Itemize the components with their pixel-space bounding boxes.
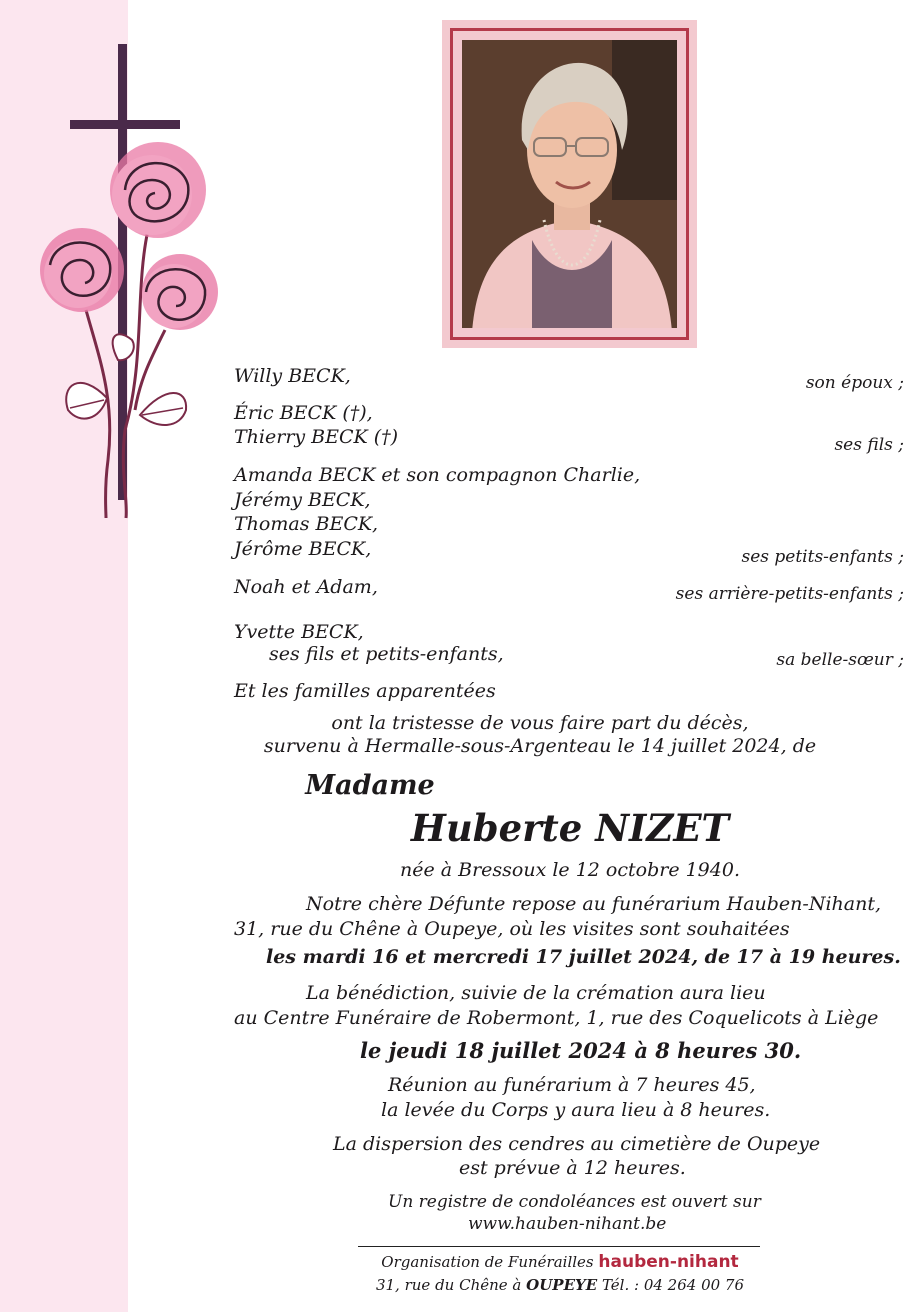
footer-street: 31, rue du Chêne à (375, 1276, 522, 1294)
cross-roses-illustration (0, 30, 230, 530)
family-name-line: Noah et Adam, (234, 576, 378, 598)
family-name-line: Yvette BECK, (234, 621, 364, 643)
portrait-photo (462, 40, 677, 328)
footer-address (350, 1276, 770, 1294)
visits-line: les mardi 16 et mercredi 17 juillet 2024, de 17 à 19 heures. (266, 946, 901, 968)
blessing-line: au Centre Funéraire de Robermont, 1, rue des Coquelicots à Liège (234, 1007, 879, 1029)
ceremony-date: le jeudi 18 juillet 2024 à 8 heures 30. (360, 1038, 802, 1063)
meeting-line: la levée du Corps y aura lieu à 8 heures. (381, 1099, 771, 1121)
footer-org (350, 1252, 770, 1272)
register-url[interactable]: www.hauben-nihant.be (468, 1214, 667, 1234)
birth-line: née à Bressoux le 12 octobre 1940. (399, 859, 740, 881)
rose-icon-top (110, 142, 206, 238)
family-name-line: ses fils et petits-enfants, (269, 643, 504, 665)
announce-line: ont la tristesse de vous faire part du décès, (331, 712, 749, 734)
family-relation: ses petits-enfants ; (741, 547, 904, 567)
footer-org-label: Organisation de Funérailles (381, 1253, 594, 1271)
rest-line: 31, rue du Chêne à Oupeye, où les visites sont souhaitées (234, 918, 790, 940)
rose-icon-right (142, 254, 218, 330)
footer-town: OUPEYE (526, 1276, 598, 1294)
family-name-line: Thierry BECK (†) (234, 426, 399, 448)
family-name-line: Amanda BECK et son compagnon Charlie, (234, 464, 641, 486)
family-name-line: Thomas BECK, (234, 513, 379, 535)
announce-line: survenu à Hermalle-sous-Argenteau le 14 juillet 2024, de (263, 735, 817, 757)
brand-logo: hauben-nihant (598, 1252, 739, 1272)
ashes-line: La dispersion des cendres au cimetière de Oupeye (333, 1133, 821, 1155)
portrait-frame (442, 20, 697, 348)
family-name-line: Éric BECK (†), (234, 402, 373, 424)
family-name-line: Et les familles apparentées (234, 680, 496, 702)
family-name-line: Willy BECK, (234, 365, 351, 387)
footer-phone: Tél. : 04 264 00 76 (601, 1276, 745, 1294)
ashes-line: est prévue à 12 heures. (459, 1157, 686, 1179)
footer-divider (358, 1246, 760, 1247)
family-relation: ses arrière-petits-enfants ; (675, 584, 904, 604)
family-name-line: Jérôme BECK, (234, 538, 372, 560)
deceased-title: Madame (305, 770, 435, 801)
deceased-name: Huberte NIZET (410, 806, 730, 850)
family-name-line: Jérémy BECK, (234, 489, 371, 511)
rest-line: Notre chère Défunte repose au funérarium Hauben-Nihant, (306, 893, 882, 915)
family-relation: ses fils ; (834, 435, 904, 455)
blessing-line: La bénédiction, suivie de la crémation aura lieu (306, 982, 766, 1004)
family-relation: sa belle-sœur ; (776, 650, 904, 670)
meeting-line: Réunion au funérarium à 7 heures 45, (388, 1074, 756, 1096)
family-relation: son époux ; (805, 373, 904, 393)
register-line: Un registre de condoléances est ouvert sur (388, 1192, 761, 1212)
rose-icon-left (40, 228, 124, 312)
